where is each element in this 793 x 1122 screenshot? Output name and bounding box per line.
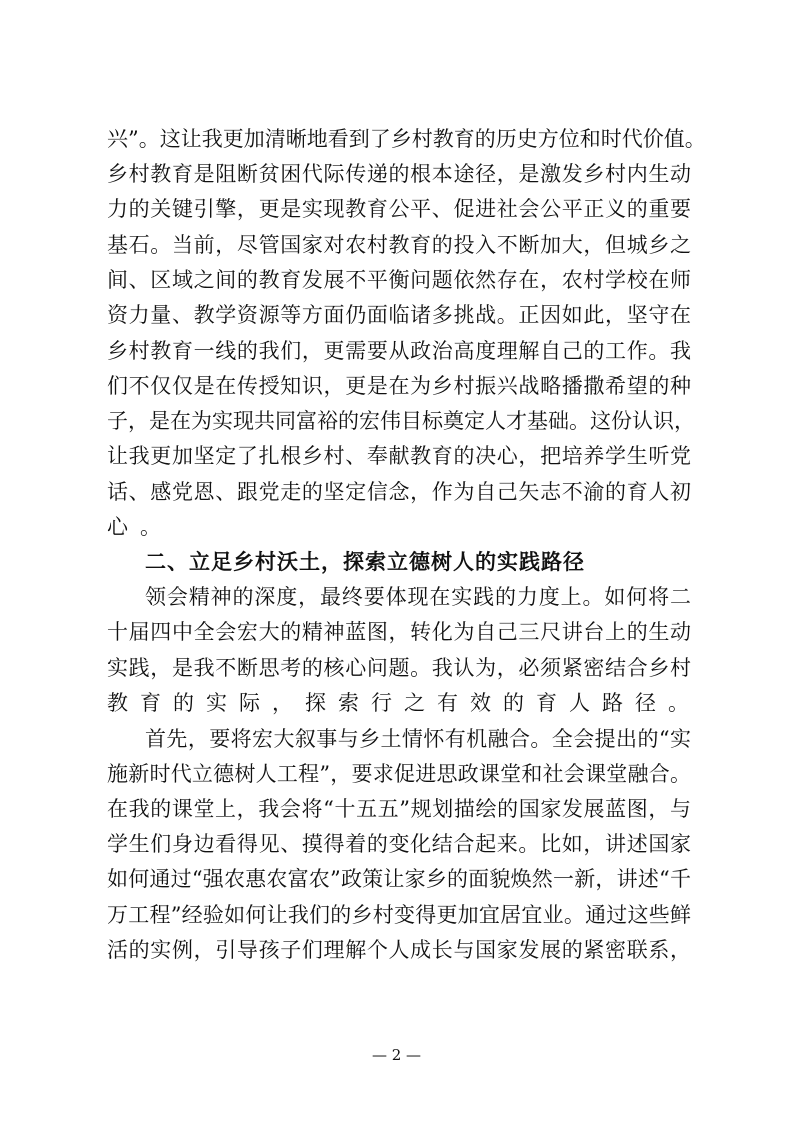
- text-line: 让我更加坚定了扎根乡村、奉献教育的决心，把培养学生听党: [107, 444, 691, 468]
- text-line: 力的关键引擎，更是实现教育公平、促进社会公平正义的重要: [107, 197, 691, 221]
- text-line: 十届四中全会宏大的精神蓝图，转化为自己三尺讲台上的生动: [107, 620, 691, 644]
- text-line: 首先，要将宏大叙事与乡土情怀有机融合。全会提出的“实: [145, 727, 691, 751]
- text-line: 学生们身边看得见、摸得着的变化结合起来。比如，讲述国家: [107, 832, 691, 856]
- text-line: 乡村教育是阻断贫困代际传递的根本途径，是激发乡村内生动: [107, 162, 691, 186]
- section-heading: 二、立足乡村沃土，探索立德树人的实践路径: [145, 550, 585, 574]
- text-line: 们不仅仅是在传授知识，更是在为乡村振兴战略播撒希望的种: [107, 374, 691, 398]
- text-line: 实践，是我不断思考的核心问题。我认为，必须紧密结合乡村: [107, 656, 691, 680]
- text-line: 在我的课堂上，我会将“十五五”规划描绘的国家发展蓝图，与: [107, 797, 691, 821]
- text-line: 如何通过“强农惠农富农”政策让家乡的面貌焕然一新，讲述“千: [107, 867, 691, 891]
- text-line: 活的实例，引导孩子们理解个人成长与国家发展的紧密联系，: [107, 938, 691, 962]
- text-line: 基石。当前，尽管国家对农村教育的投入不断加大，但城乡之: [107, 233, 691, 257]
- page-number: — 2 —: [371, 1046, 422, 1064]
- text-line: 乡村教育一线的我们，更需要从政治高度理解自己的工作。我: [107, 339, 691, 363]
- text-line: 教育的实际，探索行之有效的育人路径。: [107, 691, 701, 715]
- text-line: 心。: [107, 515, 173, 539]
- text-line: 万工程”经验如何让我们的乡村变得更加宜居宜业。通过这些鲜: [107, 903, 691, 927]
- text-line: 资力量、教学资源等方面仍面临诸多挑战。正因如此，坚守在: [107, 303, 691, 327]
- text-line: 兴”。这让我更加清晰地看到了乡村教育的历史方位和时代价值。: [107, 127, 706, 151]
- text-line: 子，是在为实现共同富裕的宏伟目标奠定人才基础。这份认识，: [107, 409, 695, 433]
- text-line: 施新时代立德树人工程”，要求促进思政课堂和社会课堂融合。: [107, 762, 691, 786]
- text-line: 领会精神的深度，最终要体现在实践的力度上。如何将二: [145, 585, 691, 609]
- text-line: 间、区域之间的教育发展不平衡问题依然存在，农村学校在师: [107, 268, 691, 292]
- text-line: 话、感党恩、跟党走的坚定信念，作为自己矢志不渝的育人初: [107, 480, 691, 504]
